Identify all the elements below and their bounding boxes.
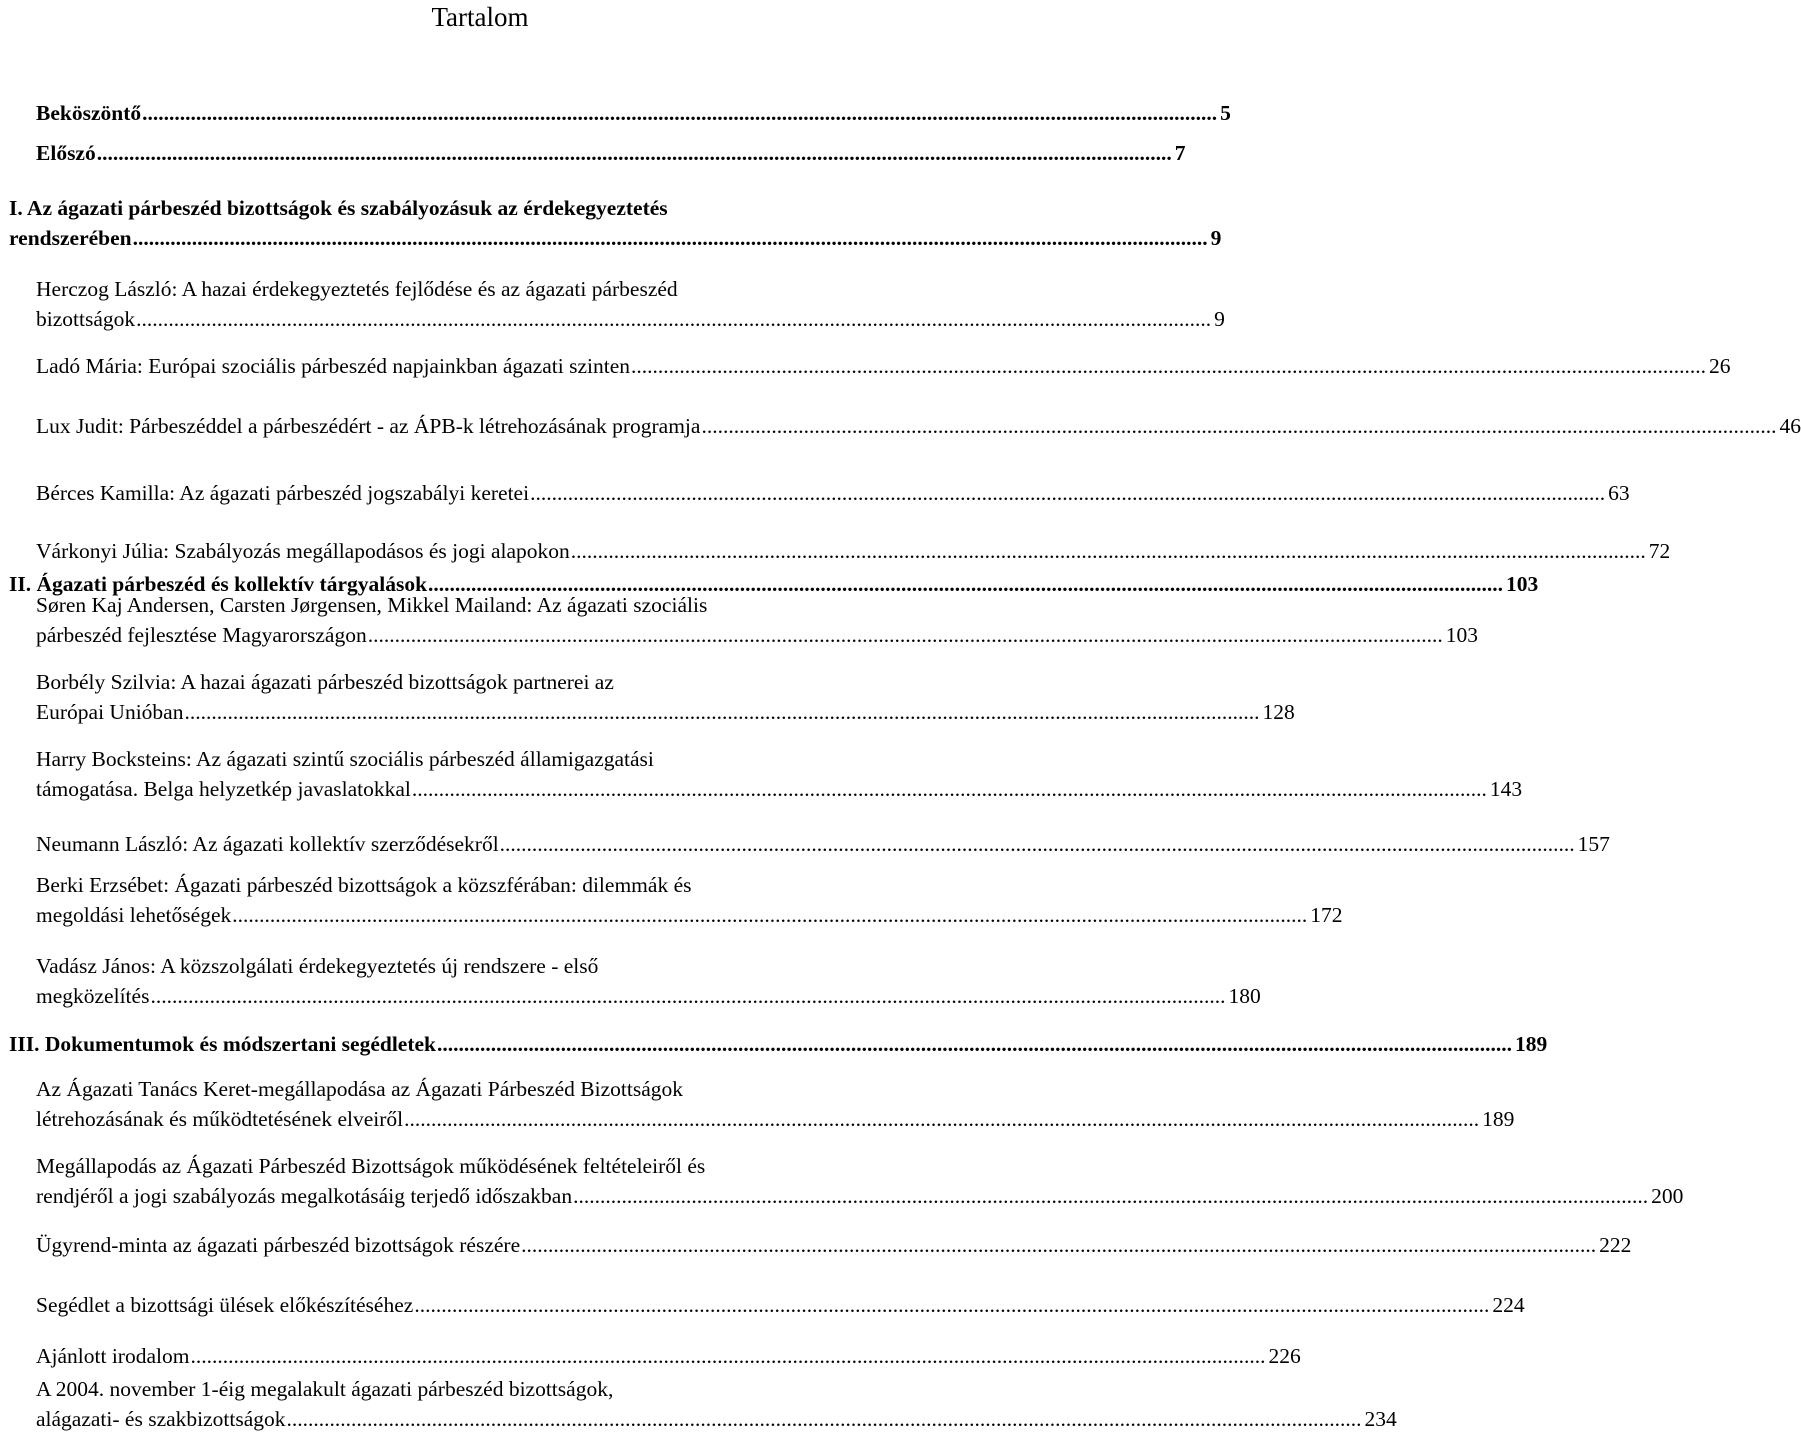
toc-entry-title: Ügyrend-minta az ágazati párbeszéd bizottságok részére: [36, 1233, 521, 1257]
toc-page-number: 103: [1445, 623, 1478, 647]
toc-entry-title: Neumann László: Az ágazati kollektív szerződésekről: [36, 832, 499, 856]
toc-entry-title: Beköszöntő: [36, 101, 142, 125]
toc-entry[interactable]: [36, 478, 1630, 508]
dot-leader: ........................................................................................................................................................................................................: [437, 1032, 1513, 1056]
toc-page-number: 63: [1608, 481, 1630, 505]
toc-page-number: 5: [1220, 101, 1231, 125]
toc-page-number: 200: [1651, 1184, 1684, 1208]
toc-entry-title: támogatása. Belga helyzetkép javaslatokkal: [36, 777, 411, 801]
dot-leader: ........................................................................................................................................................................................................: [367, 623, 1443, 647]
toc-entry-title: Előszó: [36, 141, 96, 165]
dot-leader: ........................................................................................................................................................................................................: [184, 700, 1260, 724]
dot-leader: ........................................................................................................................................................................................................: [428, 572, 1504, 596]
toc-entry[interactable]: [36, 1374, 1397, 1434]
dot-leader: ........................................................................................................................................................................................................: [232, 903, 1308, 927]
toc-entry-title: Herczog László: A hazai érdekegyeztetés fejlődése és az ágazati párbeszéd: [36, 277, 678, 301]
toc-entry-title: bizottságok: [36, 307, 136, 331]
dot-leader: ........................................................................................................................................................................................................: [631, 354, 1706, 378]
toc-entry[interactable]: [36, 744, 1523, 804]
toc-entry-title: párbeszéd fejlesztése Magyarországon: [36, 623, 367, 647]
dot-leader: ........................................................................................................................................................................................................: [142, 101, 1218, 125]
toc-entry[interactable]: [9, 1029, 1548, 1059]
toc-entry-title: I. Az ágazati párbeszéd bizottságok és szabályozásuk az érdekegyeztetés: [9, 196, 668, 220]
dot-leader: ........................................................................................................................................................................................................: [573, 1184, 1649, 1208]
toc-entry[interactable]: [36, 870, 1343, 930]
toc-page-number: 7: [1174, 141, 1186, 165]
toc-entry[interactable]: [36, 98, 1231, 128]
toc-entry-title: alágazati- és szakbizottságok: [36, 1407, 286, 1431]
toc-entry-title: Søren Kaj Andersen, Carsten Jørgensen, Mikkel Mailand: Az ágazati szociális: [36, 593, 708, 617]
toc-entry-title: Lux Judit: Párbeszéddel a párbeszédért - az ÁPB-k létrehozásának programja: [36, 414, 701, 438]
toc-page-number: 46: [1779, 414, 1801, 438]
toc-entry[interactable]: [36, 1074, 1515, 1134]
toc-entry-title: Megállapodás az Ágazati Párbeszéd Bizottságok működésének feltételeiről és: [36, 1154, 706, 1178]
toc-entry[interactable]: [36, 590, 1478, 650]
toc-entry-title: Vadász János: A közszolgálati érdekegyeztetés új rendszere - első: [36, 954, 599, 978]
toc-entry-title: létrehozásának és működtetésének elveiről: [36, 1107, 404, 1131]
toc-entry-title: Ajánlott irodalom: [36, 1344, 190, 1368]
dot-leader: ........................................................................................................................................................................................................: [499, 832, 1575, 856]
toc-entry-title: Borbély Szilvia: A hazai ágazati párbeszéd bizottságok partnerei az: [36, 670, 614, 694]
dot-leader: ........................................................................................................................................................................................................: [570, 539, 1646, 563]
dot-leader: ........................................................................................................................................................................................................: [96, 141, 1172, 165]
toc-entry-title: Bérces Kamilla: Az ágazati párbeszéd jogszabályi keretei: [36, 481, 530, 505]
dot-leader: ........................................................................................................................................................................................................: [701, 414, 1777, 438]
toc-page-number: 72: [1648, 539, 1671, 563]
dot-leader: ........................................................................................................................................................................................................: [414, 1293, 1490, 1317]
dot-leader: ........................................................................................................................................................................................................: [132, 226, 1208, 250]
toc-entry[interactable]: [36, 667, 1295, 727]
dot-leader: ........................................................................................................................................................................................................: [530, 481, 1606, 505]
toc-entry[interactable]: [36, 1290, 1525, 1320]
toc-page-number: 103: [1506, 572, 1539, 596]
toc-entry-title: Az Ágazati Tanács Keret-megállapodása az Ágazati Párbeszéd Bizottságok: [36, 1077, 683, 1101]
dot-leader: ........................................................................................................................................................................................................: [286, 1407, 1362, 1431]
toc-page-number: 189: [1482, 1107, 1515, 1131]
toc-entry[interactable]: [36, 1230, 1632, 1260]
dot-leader: ........................................................................................................................................................................................................: [150, 984, 1226, 1008]
toc-entry-title: II. Ágazati párbeszéd és kollektív tárgyalások: [9, 572, 428, 596]
toc-entry[interactable]: [36, 351, 1731, 381]
toc-page-number: 26: [1709, 354, 1731, 378]
toc-entry[interactable]: [9, 193, 1222, 253]
toc-entry-title: A 2004. november 1-éig megalakult ágazati párbeszéd bizottságok,: [36, 1377, 614, 1401]
toc-page-number: 9: [1214, 307, 1225, 331]
toc-entry[interactable]: [36, 536, 1671, 566]
toc-page-number: 143: [1489, 777, 1523, 801]
toc-page-number: 234: [1364, 1407, 1397, 1431]
dot-leader: ........................................................................................................................................................................................................: [404, 1107, 1480, 1131]
toc-entry-title: Berki Erzsébet: Ágazati párbeszéd bizottságok a közszférában: dilemmák és: [36, 873, 692, 897]
toc-entry-title: Várkonyi Júlia: Szabályozás megállapodásos és jogi alapokon: [36, 539, 570, 563]
toc-page-number: 189: [1515, 1032, 1548, 1056]
toc-page-number: 172: [1310, 903, 1343, 927]
toc-entry-title: III. Dokumentumok és módszertani segédletek: [9, 1032, 437, 1056]
toc-entry[interactable]: [36, 411, 1801, 441]
toc-page-number: 128: [1262, 700, 1295, 724]
dot-leader: ........................................................................................................................................................................................................: [136, 307, 1212, 331]
toc-entry[interactable]: [36, 951, 1261, 1011]
toc-page-number: 226: [1268, 1344, 1301, 1368]
toc-entry-title: Ladó Mária: Európai szociális párbeszéd napjainkban ágazati szinten: [36, 354, 630, 378]
toc-page-number: 180: [1228, 984, 1261, 1008]
dot-leader: ........................................................................................................................................................................................................: [411, 777, 1487, 801]
toc-entry-title: megoldási lehetőségek: [36, 903, 232, 927]
toc-entry[interactable]: [36, 1341, 1301, 1371]
toc-page-number: 9: [1210, 226, 1222, 250]
toc-entry-title: megközelítés: [36, 984, 150, 1008]
dot-leader: ........................................................................................................................................................................................................: [190, 1344, 1266, 1368]
toc-entry[interactable]: [36, 829, 1610, 859]
toc-page-number: 224: [1492, 1293, 1525, 1317]
toc-entry-title: rendszerében: [9, 226, 132, 250]
page-title: Tartalom: [431, 2, 529, 32]
toc-entry[interactable]: [36, 274, 1225, 334]
toc-entry[interactable]: [36, 1151, 1684, 1211]
toc-entry[interactable]: [36, 138, 1186, 168]
toc-entry-title: rendjéről a jogi szabályozás megalkotásáig terjedő időszakban: [36, 1184, 573, 1208]
toc-page-number: 222: [1599, 1233, 1632, 1257]
toc-entry-title: Európai Unióban: [36, 700, 184, 724]
dot-leader: ........................................................................................................................................................................................................: [521, 1233, 1597, 1257]
toc-entry-title: Segédlet a bizottsági ülések előkészítéséhez: [36, 1293, 414, 1317]
toc-entry-title: Harry Bocksteins: Az ágazati szintű szociális párbeszéd államigazgatási: [36, 747, 654, 771]
toc-page-number: 157: [1577, 832, 1610, 856]
